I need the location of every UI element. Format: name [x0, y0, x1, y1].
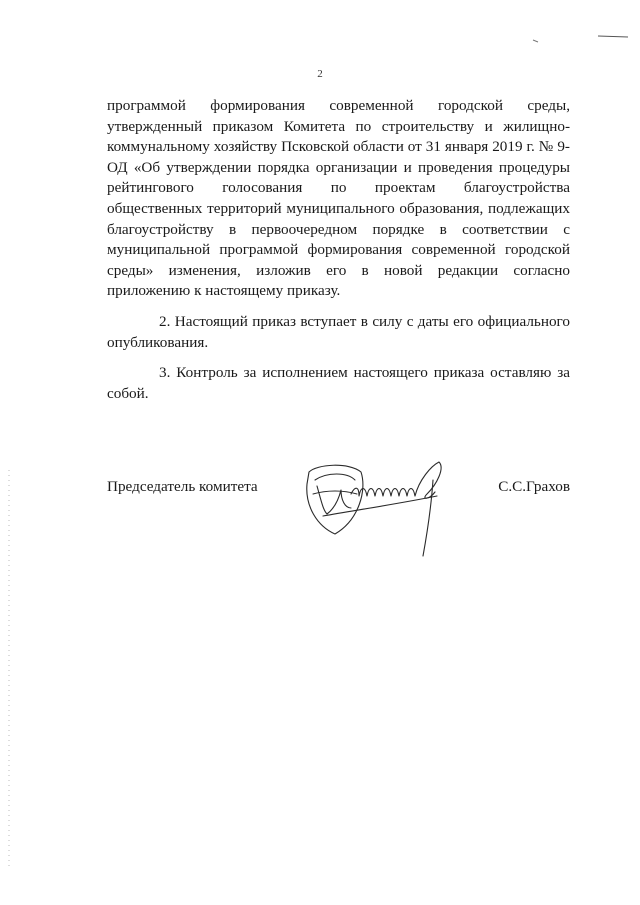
- scan-artifact: [590, 30, 630, 42]
- handwritten-signature-icon: [287, 450, 467, 560]
- margin-dotted-line: [8, 470, 10, 870]
- paragraph-2: 2. Настоящий приказ вступает в силу с даты его официального опубликования.: [107, 312, 570, 351]
- paragraph-1: программой формирования современной городской среды, утвержденный приказом Комитета по строительству и жилищно-коммунальному хозяйству Псковской области от 31 января 2019 г. № 9-ОД «Об утверждении порядка организации и проведения процедуры рейтингового голосования по проектам благоустройства общественных территорий муниципального образования, подлежащих благоустройству в первоочередном порядке в соответствии с муниципальной программой формирования современной городской среды» изменения, изложив его в новой редакции согласно приложению к настоящему приказу.: [107, 97, 570, 300]
- page-number: 2: [317, 68, 323, 80]
- signature-block: [107, 450, 570, 560]
- document-body: [107, 96, 570, 404]
- signer-position: Председатель комитета: [107, 478, 258, 495]
- signer-name: С.С.Грахов: [498, 478, 570, 495]
- paragraph-3: 3. Контроль за исполнением настоящего приказа оставляю за собой.: [107, 364, 570, 402]
- scan-artifact: [532, 38, 540, 44]
